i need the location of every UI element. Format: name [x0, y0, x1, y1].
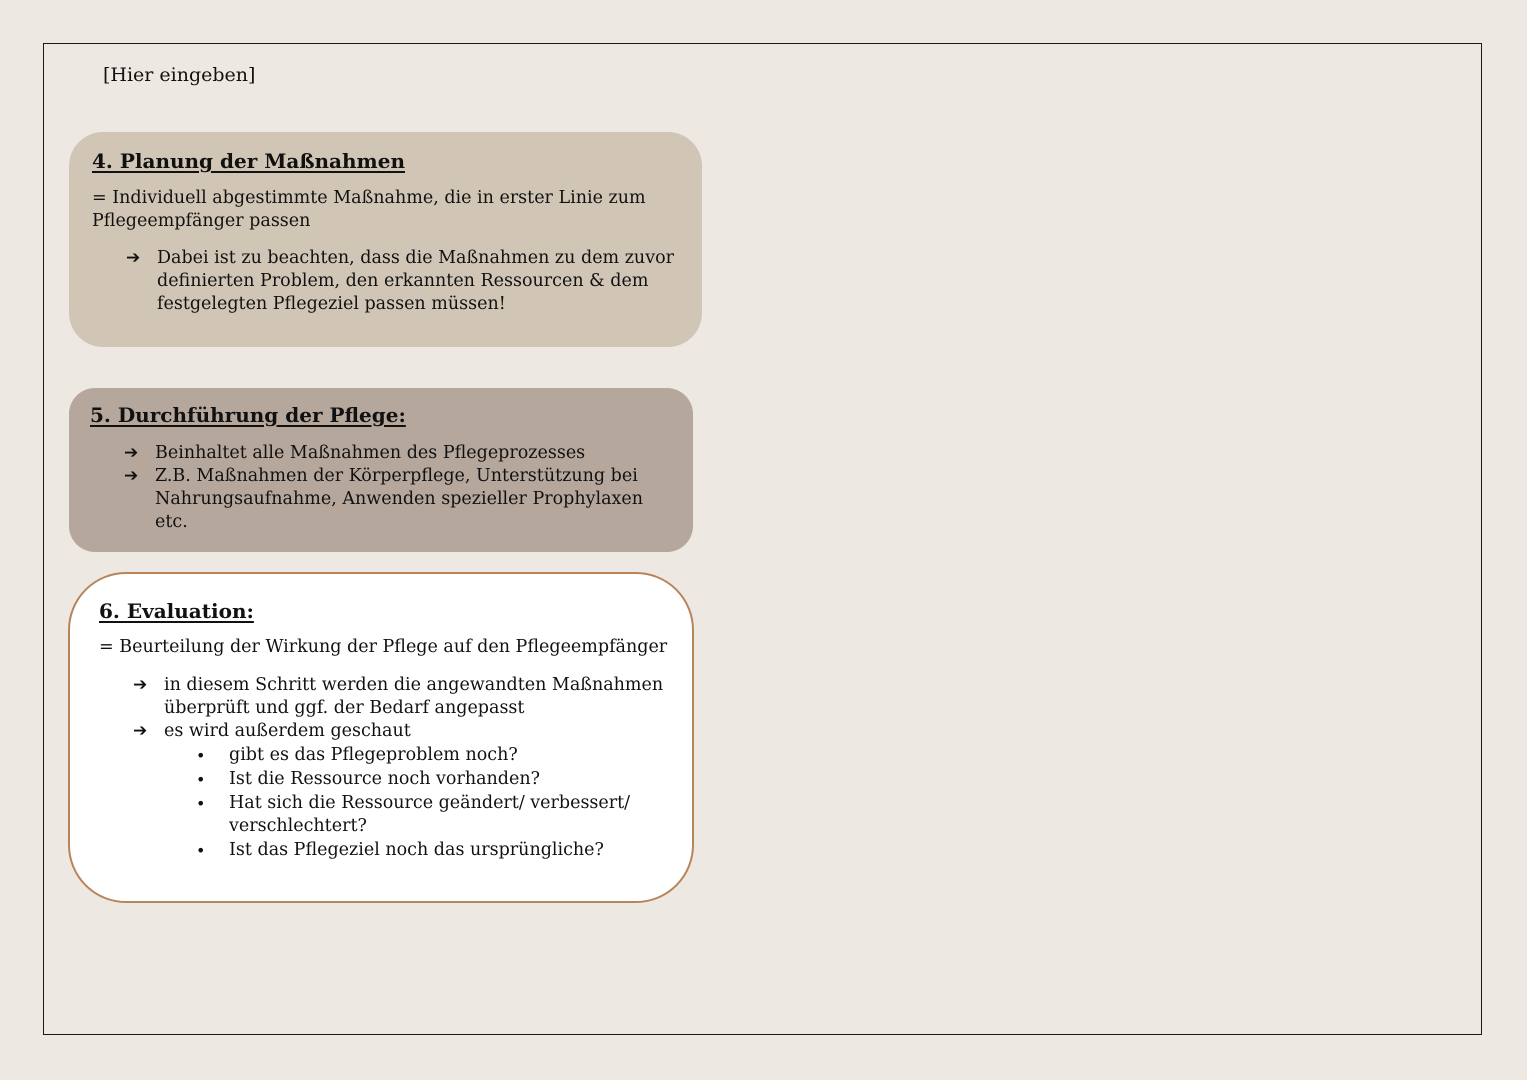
section-definition: = Beurteilung der Wirkung der Pflege auf den Pflegeempfänger	[99, 637, 668, 657]
sub-bullet-line: Ist das Pflegeziel noch das ursprüngliche?	[229, 840, 604, 860]
sub-list-item	[196, 744, 672, 767]
list-item	[124, 465, 673, 534]
arrow-right-icon: ➔	[124, 443, 139, 463]
definition-line: = Individuell abgestimmte Maßnahme, die in erster Linie zum	[92, 188, 646, 208]
bullet-line: überprüft und ggf. der Bedarf angepasst	[164, 698, 525, 718]
arrow-list	[126, 247, 680, 316]
section-evaluation	[68, 572, 694, 903]
bullet-line: festgelegten Pflegeziel passen müssen!	[157, 294, 506, 314]
bullet-line: es wird außerdem geschaut	[164, 721, 411, 741]
bullet-line: in diesem Schritt werden die angewandten Maßnahmen	[164, 675, 664, 695]
list-item	[124, 442, 673, 465]
list-item	[133, 674, 672, 720]
bullet-dot-icon: •	[196, 841, 206, 860]
definition-line: Pflegeempfänger passen	[92, 211, 311, 231]
arrow-right-icon: ➔	[126, 248, 141, 268]
bullet-line: etc.	[155, 512, 188, 532]
sub-bullet-list	[196, 744, 672, 862]
header-placeholder[interactable]: [Hier eingeben]	[103, 64, 256, 86]
section-durchfuehrung	[69, 388, 693, 552]
bullet-dot-icon: •	[196, 746, 206, 765]
section-title: 4. Planung der Maßnahmen	[92, 149, 405, 173]
sub-bullet-line: verschlechtert?	[229, 816, 367, 836]
arrow-right-icon: ➔	[124, 466, 139, 486]
arrow-list	[124, 442, 673, 534]
section-definition	[92, 187, 680, 233]
section-planung	[69, 132, 702, 347]
sub-list-item	[196, 839, 672, 862]
arrow-right-icon: ➔	[133, 675, 148, 695]
bullet-line: Dabei ist zu beachten, dass die Maßnahmen zu dem zuvor	[157, 248, 674, 268]
section-title: 5. Durchführung der Pflege:	[90, 403, 406, 427]
sub-bullet-line: Hat sich die Ressource geändert/ verbessert/	[229, 793, 631, 813]
bullet-line: Nahrungsaufnahme, Anwenden spezieller Prophylaxen	[155, 489, 644, 509]
bullet-line: definierten Problem, den erkannten Ressourcen & dem	[157, 271, 649, 291]
list-item	[126, 247, 680, 316]
section-title: 6. Evaluation:	[99, 599, 254, 623]
list-item	[133, 720, 672, 862]
sub-bullet-line: Ist die Ressource noch vorhanden?	[229, 769, 541, 789]
bullet-line: Z.B. Maßnahmen der Körperpflege, Unterstützung bei	[155, 466, 638, 486]
bullet-dot-icon: •	[196, 770, 206, 789]
arrow-right-icon: ➔	[133, 721, 148, 741]
arrow-list	[133, 674, 672, 862]
sub-list-item	[196, 792, 672, 838]
sub-bullet-line: gibt es das Pflegeproblem noch?	[229, 745, 518, 765]
sub-list-item	[196, 768, 672, 791]
bullet-dot-icon: •	[196, 794, 206, 813]
bullet-line: Beinhaltet alle Maßnahmen des Pflegeprozesses	[155, 443, 586, 463]
